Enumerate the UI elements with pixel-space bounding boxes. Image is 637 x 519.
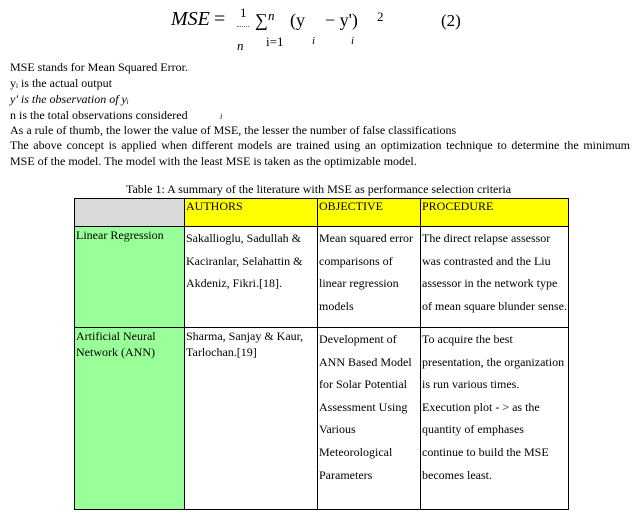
row-label: Linear Regression [75, 227, 185, 328]
row-authors: Sharma, Sanjay & Kaur, Tarlochan.[19] [185, 328, 318, 510]
sum-upper-limit: n [268, 8, 275, 23]
table-row [75, 328, 569, 510]
header-authors: AUTHORS [185, 199, 318, 227]
row-procedure: To acquire the best presentation, the organization is run various times. Execution plot - > as the quantity of emphases continue to build the MSE becomes least. [421, 328, 569, 510]
equation-power: 2 [377, 9, 384, 24]
equation-subscript-b: i [351, 35, 355, 47]
row-objective: Development of ANN Based Model for Solar Potential Assessment Using Various Meteorological Parameters [318, 328, 421, 510]
equation-lhs: MSE [171, 8, 210, 30]
stray-subscript: i [220, 112, 223, 121]
equation-denominator: n [237, 38, 244, 53]
equation-subscript-a: i [312, 35, 316, 47]
header-objective: OBJECTIVE [318, 199, 421, 227]
literature-table [74, 198, 569, 510]
table-row [75, 227, 569, 328]
equation-term-y: (y [290, 10, 305, 30]
header-procedure: PROCEDURE [421, 199, 569, 227]
concept-text-line1: The above concept is applied when different models are trained using an optimization technique to determine the minimum [10, 138, 630, 152]
definition-n: n is the total observations considered [10, 108, 188, 122]
fraction-bar [237, 26, 249, 27]
equation-number: (2) [441, 11, 461, 30]
row-procedure: The direct relapse assessor was contrasted and the Liu assessor in the network type of mean square blunder sense. [421, 227, 569, 328]
table-caption: Table 1: A summary of the literature with MSE as performance selection criteria [125, 182, 512, 196]
header-empty-cell [75, 199, 185, 227]
row-label: Artificial Neural Network (ANN) [75, 328, 185, 510]
table-header-row [75, 199, 569, 227]
equation-equals: = [214, 8, 226, 30]
row-objective: Mean squared error comparisons of linear regression models [318, 227, 421, 328]
equation-numerator: 1 [240, 5, 247, 20]
equation-term-minus: − y') [325, 10, 358, 30]
mse-equation [0, 0, 637, 58]
definition-mse: MSE stands for Mean Squared Error. [10, 60, 188, 74]
sum-symbol: ∑ [255, 10, 268, 30]
sum-lower-limit: i=1 [266, 34, 284, 49]
rule-of-thumb-text: As a rule of thumb, the lower the value of MSE, the lesser the number of false classifications [10, 123, 457, 137]
definition-yi: yᵢ is the actual output [10, 76, 112, 90]
definition-y-prime: y' is the observation of yᵢ [10, 92, 129, 106]
concept-text-line2: MSE of the model. The model with the least MSE is taken as the optimizable model. [10, 154, 417, 168]
row-authors: Sakallioglu, Sadullah & Kaciranlar, Selahattin & Akdeniz, Fikri.[18]. [185, 227, 318, 328]
